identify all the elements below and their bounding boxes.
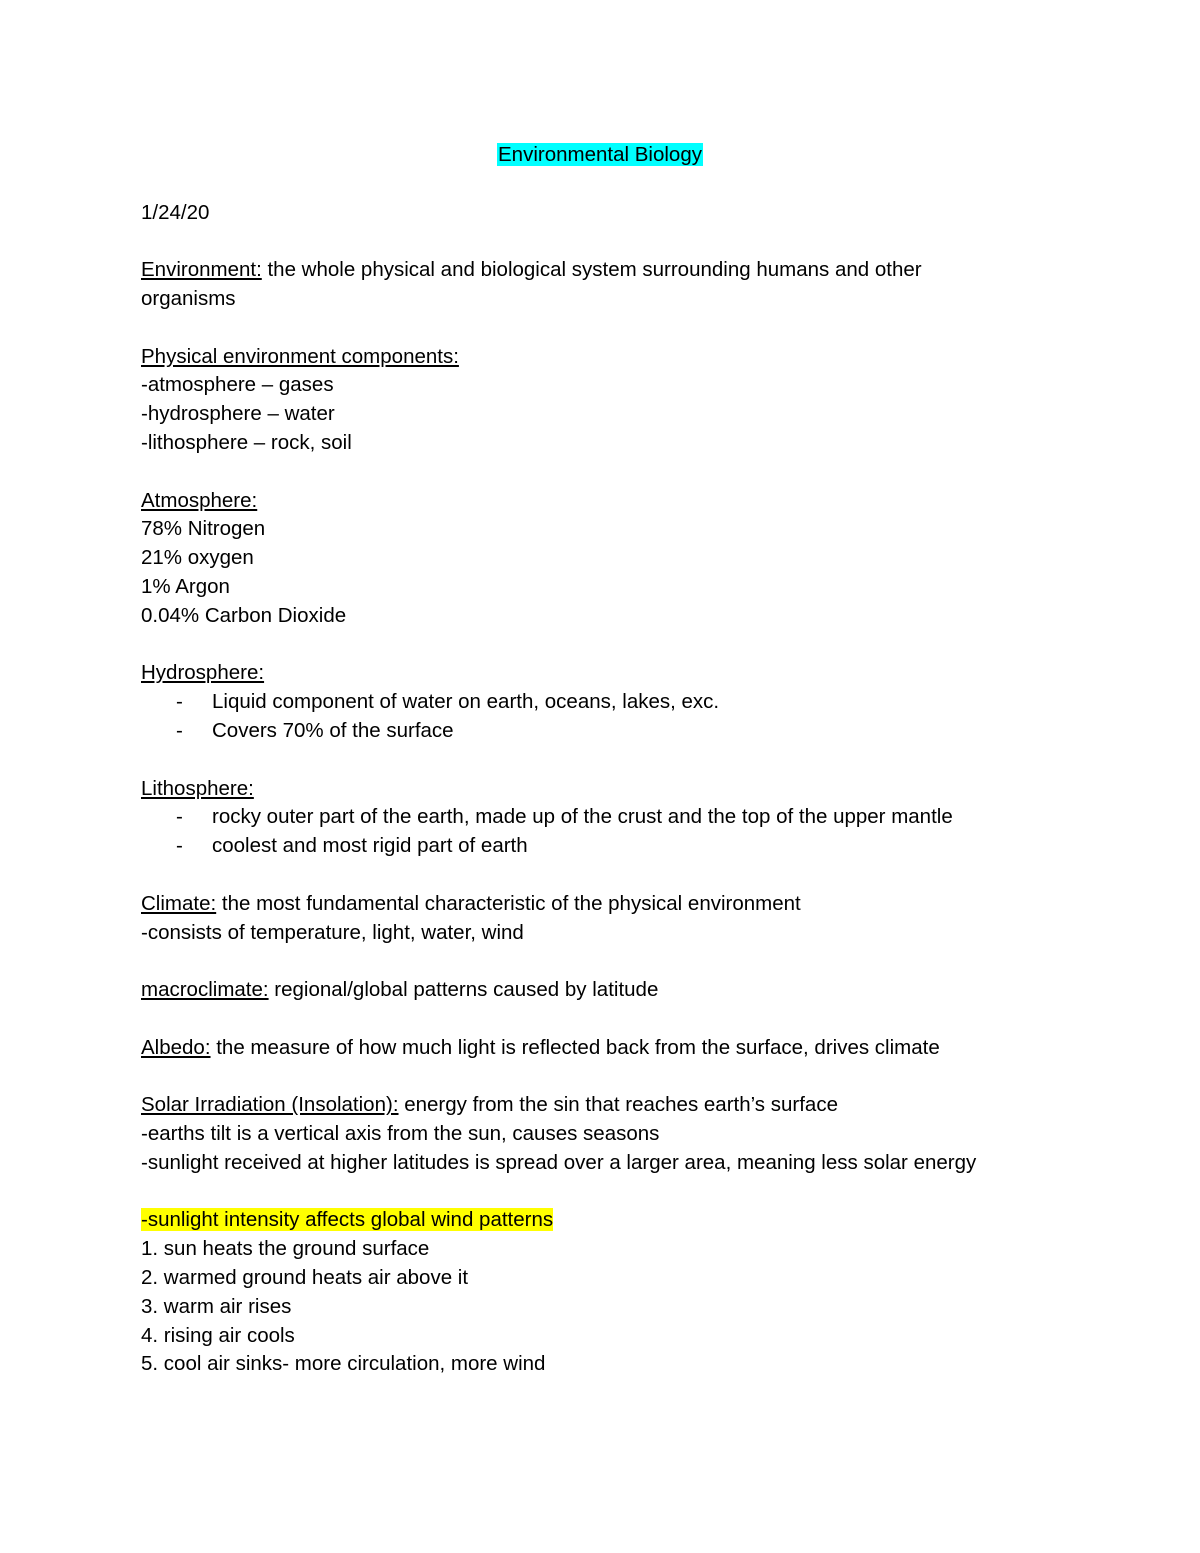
albedo-text: the measure of how much light is reflected back from the surface, drives climate [210,1035,940,1059]
climate-text: the most fundamental characteristic of the physical environment [216,891,801,915]
lithosphere-bullet [141,832,1041,861]
physical-item: -lithosphere – rock, soil [141,430,352,454]
climate-definition [141,890,1041,919]
bullet-dash: - [176,718,183,742]
climate-term: Climate: [141,891,217,915]
solar-note: -sunlight received at higher latitudes is spread over a larger area, meaning less solar energy [141,1150,977,1174]
wind-step: 5. cool air sinks- more circulation, more wind [141,1352,546,1376]
hydrosphere-bullet [141,717,1041,746]
date: 1/24/20 [141,200,210,224]
solar-term: Solar Irradiation (Insolation): [141,1093,399,1117]
title-line [141,141,1059,170]
albedo-definition [141,1034,1041,1063]
physical-item: -hydrosphere – water [141,402,335,426]
environment-text: the whole physical and biological system surrounding humans and other organisms [141,258,922,310]
albedo-term: Albedo: [141,1035,211,1059]
wind-step: 2. warmed ground heats air above it [141,1266,469,1290]
wind-step: 4. rising air cools [141,1323,295,1347]
atmosphere-heading: Atmosphere: [141,488,258,512]
lithosphere-heading: Lithosphere: [141,776,254,800]
macroclimate-term: macroclimate: [141,978,269,1002]
macroclimate-definition [141,976,1041,1005]
bullet-text: Covers 70% of the surface [212,718,454,742]
solar-note: -earths tilt is a vertical axis from the sun, causes seasons [141,1122,660,1146]
climate-note: -consists of temperature, light, water, wind [141,920,524,944]
bullet-dash: - [176,834,183,858]
atmosphere-item: 78% Nitrogen [141,517,266,541]
bullet-dash: - [176,805,183,829]
macroclimate-text: regional/global patterns caused by latitude [268,978,659,1002]
wind-step: 3. warm air rises [141,1294,292,1318]
hydrosphere-bullet [141,688,1041,717]
document-title: Environmental Biology [498,143,702,166]
physical-heading: Physical environment components: [141,344,459,368]
bullet-text: Liquid component of water on earth, oceans, lakes, exc. [212,690,720,714]
wind-highlight: -sunlight intensity affects global wind patterns [141,1208,554,1232]
atmosphere-item: 21% oxygen [141,546,254,570]
physical-item: -atmosphere – gases [141,373,334,397]
atmosphere-item: 0.04% Carbon Dioxide [141,603,347,627]
environment-definition [141,256,1021,314]
environment-term: Environment: [141,258,262,282]
bullet-text: coolest and most rigid part of earth [212,834,528,858]
lithosphere-bullet [141,803,1041,832]
wind-step: 1. sun heats the ground surface [141,1237,430,1261]
bullet-dash: - [176,690,183,714]
document-page [141,141,1041,1379]
solar-definition [141,1091,1041,1120]
wind-heading [141,1206,1041,1235]
atmosphere-item: 1% Argon [141,574,230,598]
solar-text: energy from the sin that reaches earth’s surface [398,1093,838,1117]
bullet-text: rocky outer part of the earth, made up of the crust and the top of the upper mantle [212,805,953,829]
hydrosphere-heading: Hydrosphere: [141,661,265,685]
